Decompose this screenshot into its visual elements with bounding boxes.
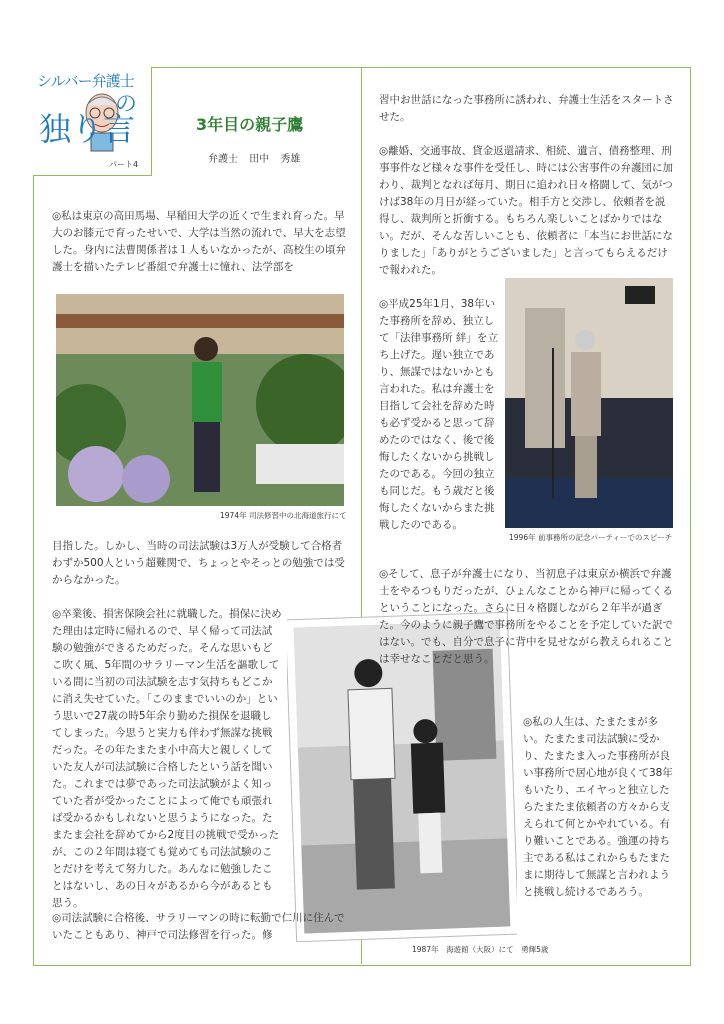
author-name: 田中 秀雄 [249, 154, 301, 165]
logo-part: パート4 [109, 160, 139, 169]
paragraph-8: ◎私の人生は、たまたまが多い。たまたま司法試験に受かり、たまたま入った事務所が良い事務所で居心地が良くて38年もいたり、エイヤっと独立したらたまたま依頼者の方々から支えられて何とかやれている。有り難いことである。強運の持ち主である私はこれからもたまたまに期待して無謀と言われようと挑戦し続けるであろう。 [523, 716, 673, 898]
caption-photo-3: 1987年 海遊館（大阪）にて 勇輝5歳 [412, 945, 549, 954]
paragraph-7: ◎そして、息子が弁護士になり、当初息子は東京か横浜で弁護士をやるつもりだったが、ひょんなことから神戸に帰ってくるということになった。さらに日々格闘しながら２年半が過ぎた。今のように親子鷹で事務所をやることを予定していた訳ではない。でも、自分で息子に背中を見せながら教えられることは幸せなことだと思う。 [379, 568, 673, 665]
paragraph-3: ◎司法試験に合格後、サラリーマンの時に転勤で仁川に住んでいたこともあり、神戸で司法修習を行った。修 [52, 912, 345, 941]
paragraph-6: ◎平成25年1月、38年いた事務所を辞め、独立して「法律事務所 絆」を立ち上げた。遅い独立であり、無謀ではないかとも言われた。私は弁護士を目指して会社を辞めた時も必ず受かると思って辞めたのではなく、後で後悔したくないから挑戦したのである。今回の独立も同じだ。もう歳だと後悔したくないからまた挑戦したのである。 [379, 298, 498, 531]
logo-line2: 独り言 [39, 110, 136, 148]
paragraph-4: 習中お世話になった事務所に誘われ、弁護士生活をスタートさせた。 [379, 94, 674, 123]
photo-1974-travel [56, 294, 344, 506]
paragraph-2: ◎卒業後、損害保険会社に就職した。損保に決めた理由は定時に帰れるので、早く帰って司法試験の勉強ができるためだった。そんな思いもどこ吹く風、5年間のサラリーマン生活を謳歌している間に当初の司法試験を志す気持ちもどこかに消え失せていた。「このままでいいのか」という思いで27歳の時5年余り勤めた損保を退職してしまった。今思うと実力も伴わず無謀な挑戦だった。その年たまたま小中高大と親しくしていた友人が司法試験に合格したという話を聞いた。これまでは夢であった司法試験がよく知っていた者が受かったことによって俺でも頑張れば受かるかもしれないと思うようになった。たまたま会社を辞めてから2度目の挑戦で受かったが、この２年間は寝ても覚めても司法試験のことだけを考えて努力した。あんなに勉強したことはないし、あの日々があるから今があるとも思う。 [52, 608, 282, 909]
paragraph-1-continued: 目指した。しかし、当時の司法試験は3万人が受験して合格者わずか500人という超難関で、ちょっとやそっとの勉強では受からなかった。 [52, 540, 345, 586]
paragraph-5: ◎離婚、交通事故、貸金返還請求、相続、遺言、債務整理、刑事事件など様々な事件を受任し、時には公害事件の弁護団に加わり、裁判となれば毎月、期日に追われ日々格闘して、気がつけば38年の月日が経っていた。相手方と交渉し、依頼者を説得し、裁判所と折衝する。もちろん楽しいことばかりではない。だが、そんな苦しいことも、依頼者に「本当にお世話になりました」「ありがとうございました」と言ってもらえるだけで報われた。 [379, 145, 673, 276]
caption-photo-2: 1996年 前事務所の記念パーティーでのスピーチ [509, 533, 673, 542]
paragraph-1: ◎私は東京の高田馬場、早稲田大学の近くで生まれ育った。早大のお膝元で育ったせいで、大学は当然の流れで、早大を志望した。身内に法曹関係者は１人もいなかったが、高校生の頃弁護士を描いたテレビ番組で弁護士に憧れ、法学部を [52, 210, 346, 273]
column-logo [33, 67, 152, 176]
article-title: 3年目の親子鷹 [196, 115, 304, 134]
author-title: 弁護士 [208, 154, 238, 165]
photo-1996-speech [505, 278, 673, 528]
byline [208, 150, 300, 165]
logo-line1: シルバー弁護士 [37, 72, 134, 90]
caption-photo-1: 1974年 司法修習中の北海道旅行にて [220, 511, 347, 520]
logo-no: の [115, 92, 138, 117]
